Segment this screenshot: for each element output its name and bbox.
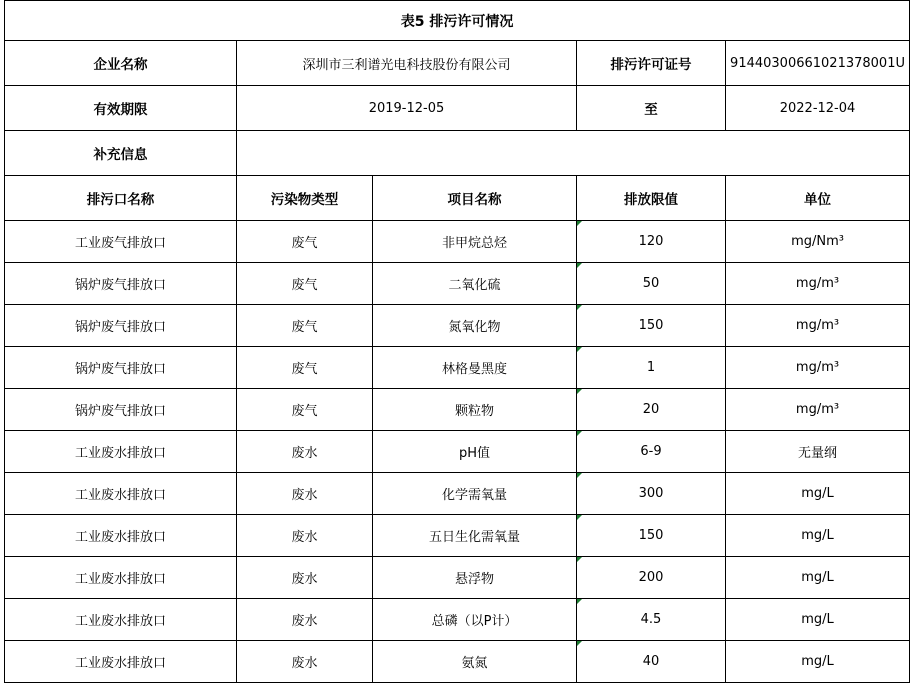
table-row <box>5 473 910 515</box>
company-name-value: 深圳市三利谱光电科技股份有限公司 <box>237 41 577 86</box>
item-name-cell: 氨氮 <box>373 641 577 683</box>
limit-value-cell: 1 <box>577 347 726 389</box>
supplement-row <box>5 131 910 176</box>
pollutant-type-cell: 废水 <box>237 515 373 557</box>
outlet-name-cell: 工业废水排放口 <box>5 641 237 683</box>
pollutant-type-cell: 废水 <box>237 473 373 515</box>
limit-value-cell: 20 <box>577 389 726 431</box>
unit-cell: mg/L <box>726 599 910 641</box>
company-name-label: 企业名称 <box>5 41 237 86</box>
pollutant-type-cell: 废气 <box>237 347 373 389</box>
unit-cell: mg/Nm³ <box>726 221 910 263</box>
item-name-cell: 总磷（以P计） <box>373 599 577 641</box>
limit-value-cell: 40 <box>577 641 726 683</box>
pollutant-type-cell: 废水 <box>237 641 373 683</box>
limit-value-cell: 150 <box>577 305 726 347</box>
validity-start: 2019-12-05 <box>237 86 577 131</box>
column-header-item: 项目名称 <box>373 176 577 221</box>
outlet-name-cell: 工业废水排放口 <box>5 557 237 599</box>
outlet-name-cell: 工业废水排放口 <box>5 515 237 557</box>
validity-to: 至 <box>577 86 726 131</box>
table-title: 表5 排污许可情况 <box>5 1 910 41</box>
permit-number-value: 91440300661021378001U <box>726 41 910 86</box>
item-name-cell: 氮氧化物 <box>373 305 577 347</box>
item-name-cell: 二氧化硫 <box>373 263 577 305</box>
validity-label: 有效期限 <box>5 86 237 131</box>
unit-cell: mg/L <box>726 515 910 557</box>
column-header-limit: 排放限值 <box>577 176 726 221</box>
table-row <box>5 641 910 683</box>
pollutant-type-cell: 废气 <box>237 263 373 305</box>
unit-cell: mg/m³ <box>726 389 910 431</box>
item-name-cell: 林格曼黑度 <box>373 347 577 389</box>
validity-end: 2022-12-04 <box>726 86 910 131</box>
permit-number-label: 排污许可证号 <box>577 41 726 86</box>
table-row <box>5 347 910 389</box>
item-name-cell: 悬浮物 <box>373 557 577 599</box>
outlet-name-cell: 锅炉废气排放口 <box>5 263 237 305</box>
item-name-cell: pH值 <box>373 431 577 473</box>
outlet-name-cell: 锅炉废气排放口 <box>5 389 237 431</box>
item-name-cell: 非甲烷总烃 <box>373 221 577 263</box>
unit-cell: mg/L <box>726 641 910 683</box>
table-row <box>5 431 910 473</box>
unit-cell: mg/m³ <box>726 347 910 389</box>
table-row <box>5 263 910 305</box>
outlet-name-cell: 锅炉废气排放口 <box>5 347 237 389</box>
limit-value-cell: 6-9 <box>577 431 726 473</box>
unit-cell: mg/L <box>726 557 910 599</box>
supplement-value <box>237 131 910 176</box>
item-name-cell: 五日生化需氧量 <box>373 515 577 557</box>
company-row <box>5 41 910 86</box>
pollutant-type-cell: 废水 <box>237 599 373 641</box>
unit-cell: mg/m³ <box>726 305 910 347</box>
item-name-cell: 化学需氧量 <box>373 473 577 515</box>
discharge-permit-table <box>4 0 910 683</box>
unit-cell: 无量纲 <box>726 431 910 473</box>
limit-value-cell: 200 <box>577 557 726 599</box>
limit-value-cell: 150 <box>577 515 726 557</box>
table-row <box>5 389 910 431</box>
table-row <box>5 515 910 557</box>
validity-row <box>5 86 910 131</box>
item-name-cell: 颗粒物 <box>373 389 577 431</box>
limit-value-cell: 4.5 <box>577 599 726 641</box>
outlet-name-cell: 工业废水排放口 <box>5 431 237 473</box>
header-row <box>5 176 910 221</box>
pollutant-type-cell: 废气 <box>237 221 373 263</box>
column-header-unit: 单位 <box>726 176 910 221</box>
outlet-name-cell: 工业废水排放口 <box>5 599 237 641</box>
limit-value-cell: 300 <box>577 473 726 515</box>
pollutant-type-cell: 废气 <box>237 305 373 347</box>
title-row <box>5 1 910 41</box>
column-header-outlet: 排污口名称 <box>5 176 237 221</box>
outlet-name-cell: 工业废水排放口 <box>5 473 237 515</box>
column-header-pollutant-type: 污染物类型 <box>237 176 373 221</box>
table-row <box>5 557 910 599</box>
unit-cell: mg/m³ <box>726 263 910 305</box>
pollutant-type-cell: 废水 <box>237 557 373 599</box>
supplement-label: 补充信息 <box>5 131 237 176</box>
outlet-name-cell: 工业废气排放口 <box>5 221 237 263</box>
table-row <box>5 599 910 641</box>
pollutant-type-cell: 废水 <box>237 431 373 473</box>
limit-value-cell: 50 <box>577 263 726 305</box>
outlet-name-cell: 锅炉废气排放口 <box>5 305 237 347</box>
table-row <box>5 221 910 263</box>
pollutant-type-cell: 废气 <box>237 389 373 431</box>
unit-cell: mg/L <box>726 473 910 515</box>
table-row <box>5 305 910 347</box>
limit-value-cell: 120 <box>577 221 726 263</box>
